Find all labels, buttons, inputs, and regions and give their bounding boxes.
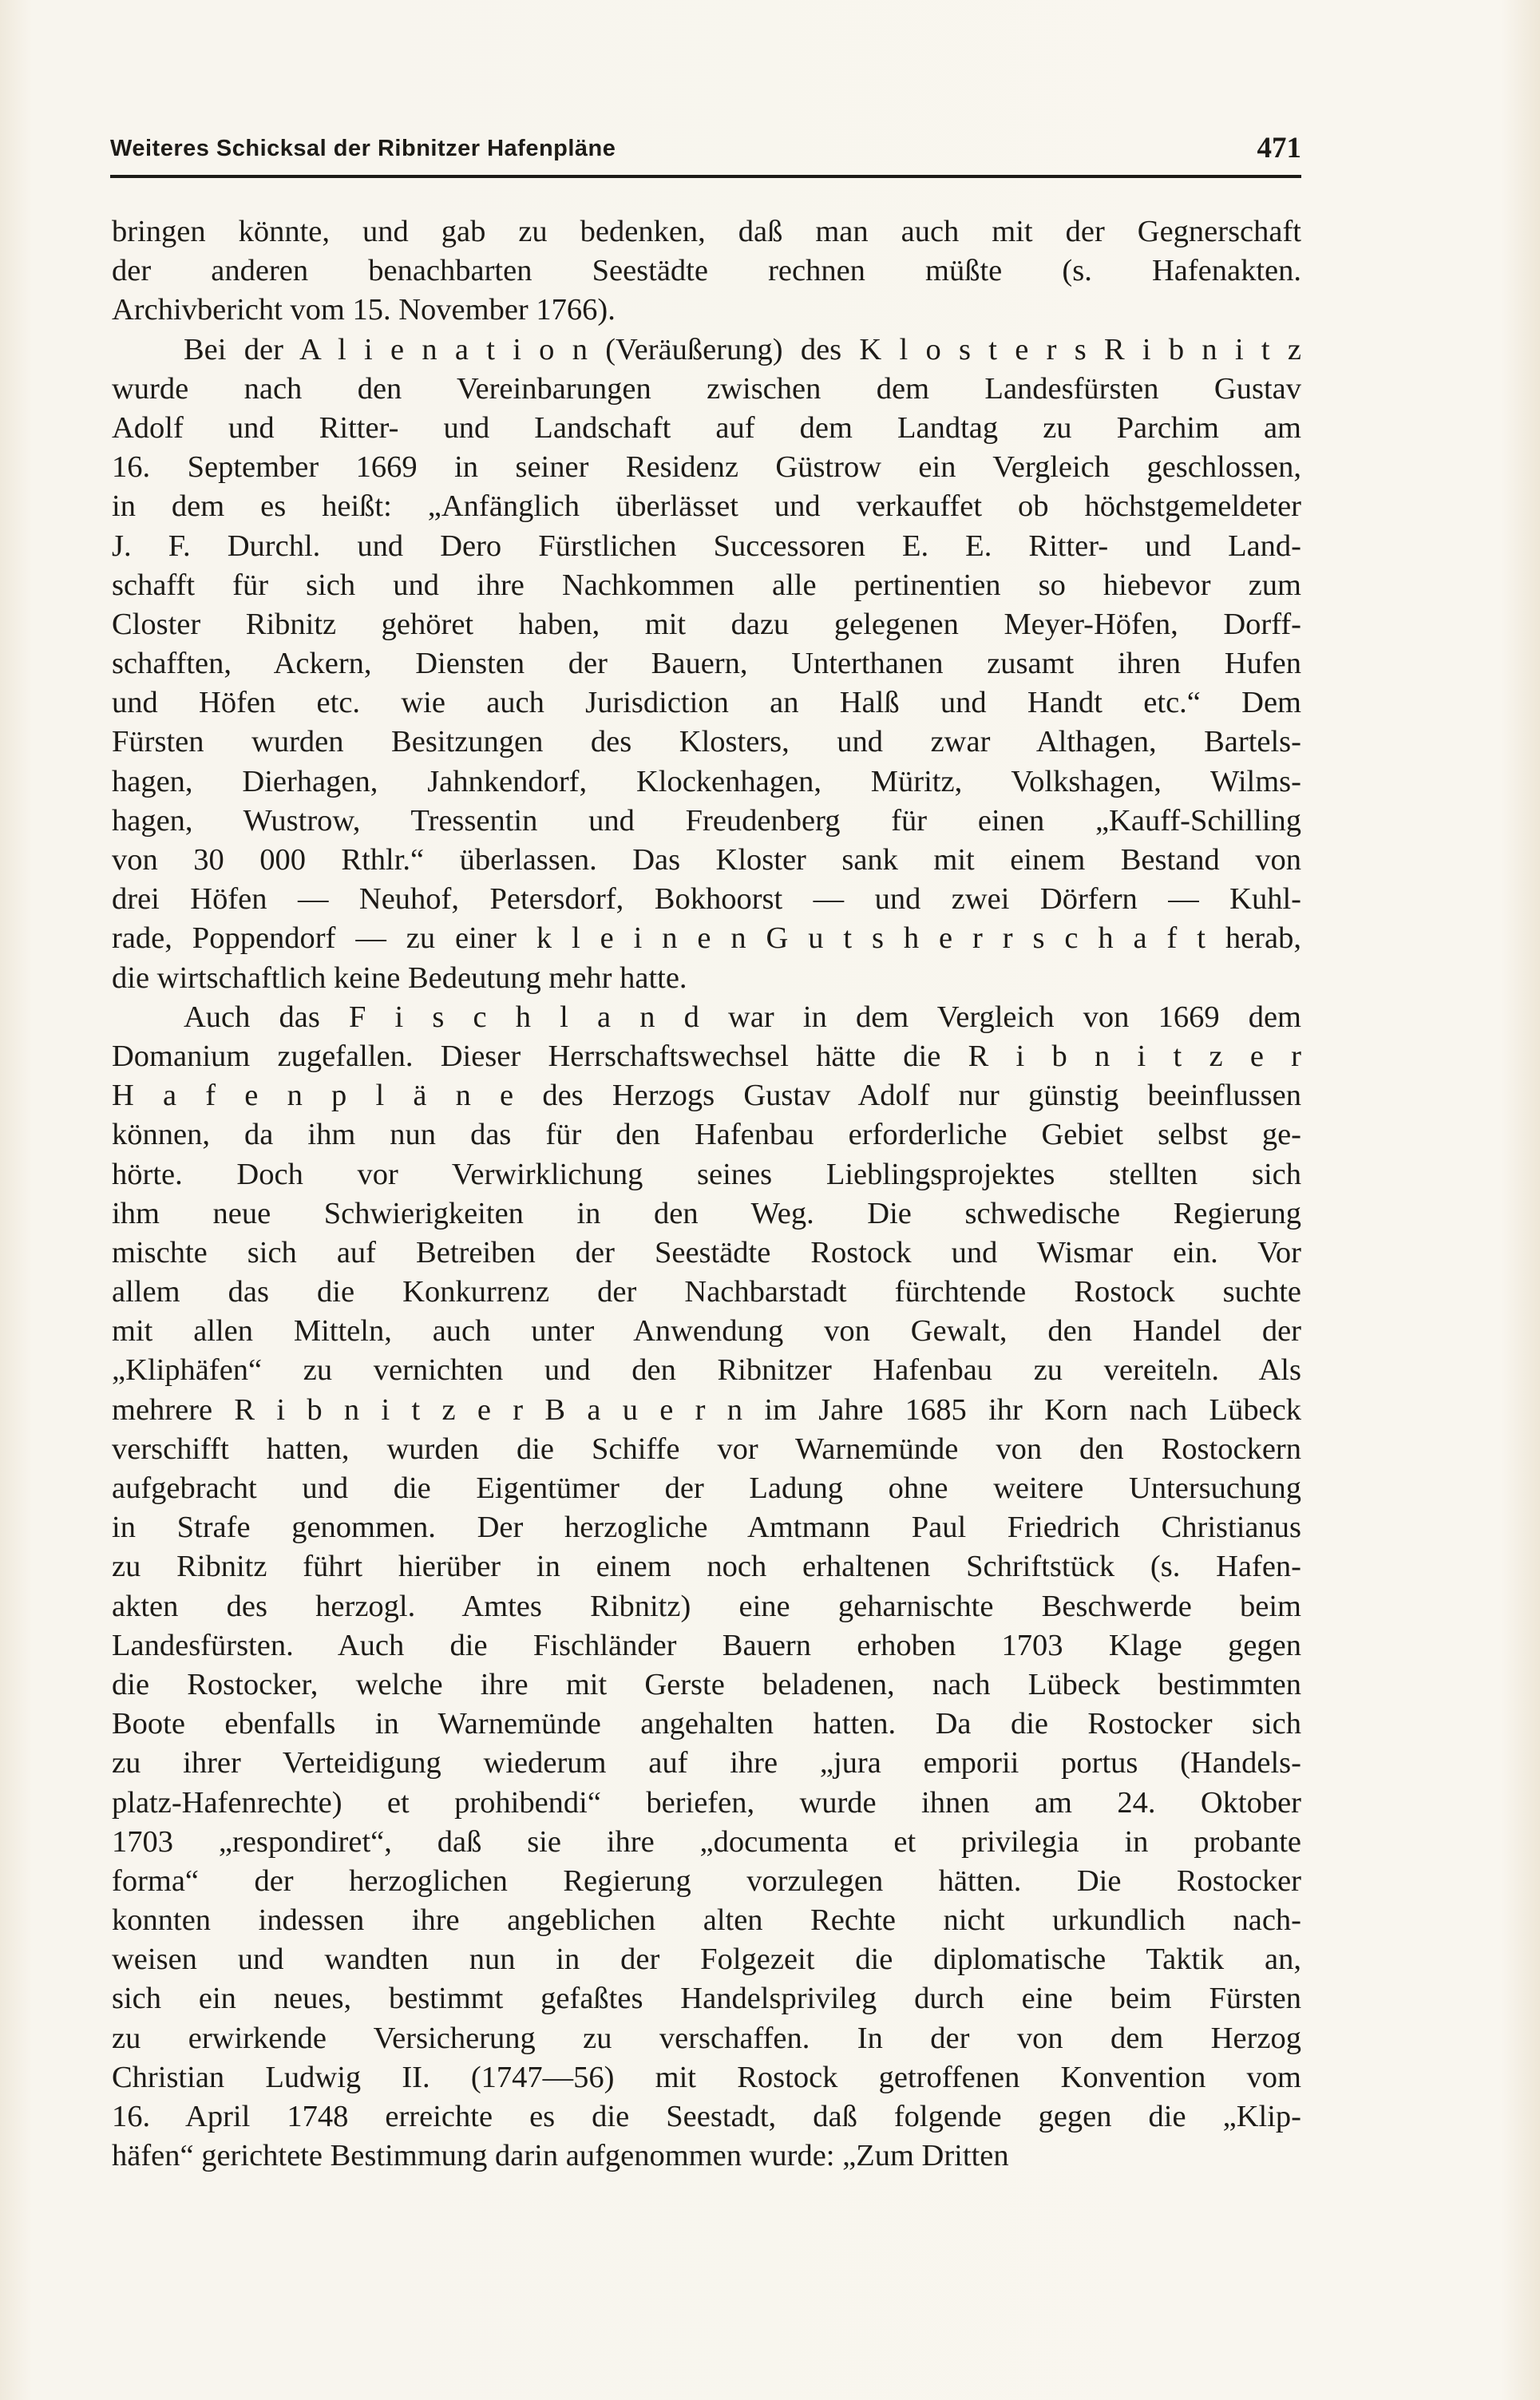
text-line: häfen“ gerichtete Bestimmung darin aufgenommen wurde: „Zum Dritten: [112, 2139, 1009, 2173]
text-line: mehrere R i b n i t z e r B a u e r n im Jahre 1685 ihr Korn nach Lübeck: [112, 1392, 1301, 1427]
text-line: schafften, Ackern, Diensten der Bauern, Unterthanen zusamt ihren Hufen: [112, 647, 1301, 681]
text-line: Landesfürsten. Auch die Fischländer Bauern erhoben 1703 Klage gegen: [112, 1628, 1301, 1662]
text-line: Domanium zugefallen. Dieser Herrschaftswechsel hätte die R i b n i t z e r: [112, 1039, 1301, 1073]
text-line: Boote ebenfalls in Warnemünde angehalten hatten. Da die Rostocker sich: [112, 1707, 1301, 1741]
text-line: mit allen Mitteln, auch unter Anwendung von Gewalt, den Handel der: [112, 1314, 1301, 1349]
text-line: zu erwirkende Versicherung zu verschaffen. In der von dem Herzog: [112, 2021, 1301, 2055]
paragraph: [112, 998, 1301, 2176]
header-rule: [110, 175, 1301, 178]
text-line: 16. April 1748 erreichte es die Seestadt, daß folgende gegen die „Klip-: [112, 2100, 1301, 2133]
text-line: Auch das F i s c h l a n d war in dem Vergleich von 1669 dem: [184, 1000, 1301, 1034]
text-line: und Höfen etc. wie auch Jurisdiction an Halß und Handt etc.“ Dem: [112, 686, 1301, 720]
text-line: schafft für sich und ihre Nachkommen alle pertinentien so hiebevor zum: [112, 568, 1301, 602]
text-line: drei Höfen — Neuhof, Petersdorf, Bokhoorst — und zwei Dörfern — Kuhl-: [112, 882, 1301, 917]
text-line: in Strafe genommen. Der herzogliche Amtmann Paul Friedrich Christianus: [112, 1511, 1301, 1545]
text-line: konnten indessen ihre angeblichen alten Rechte nicht urkundlich nach-: [112, 1903, 1301, 1938]
text-line: verschifft hatten, wurden die Schiffe vor Warnemünde von den Rostockern: [112, 1432, 1301, 1466]
text-line: zu Ribnitz führt hierüber in einem noch erhaltenen Schriftstück (s. Hafen-: [112, 1550, 1301, 1584]
text-line: Fürsten wurden Besitzungen des Klosters, und zwar Althagen, Bartels-: [112, 725, 1301, 759]
text-line: zu ihrer Verteidigung wiederum auf ihre „jura emporii portus (Handels-: [112, 1746, 1301, 1780]
text-line: forma“ der herzoglichen Regierung vorzulegen hätten. Die Rostocker: [112, 1863, 1301, 1898]
text-line: die Rostocker, welche ihre mit Gerste beladenen, nach Lübeck bestimmten: [112, 1667, 1301, 1701]
text-line: ihm neue Schwierigkeiten in den Weg. Die schwedische Regierung: [112, 1196, 1301, 1230]
text-line: Adolf und Ritter- und Landschaft auf dem Landtag zu Parchim am: [112, 410, 1301, 445]
text-line: aufgebracht und die Eigentümer der Ladung ohne weitere Untersuchung: [112, 1471, 1301, 1505]
paragraph: [112, 331, 1301, 998]
text-line: Bei der A l i e n a t i o n (Veräußerung) des K l o s t e r s R i b n i t z: [184, 332, 1301, 366]
paragraph: [112, 212, 1301, 331]
body-text: [112, 212, 1301, 2176]
text-line: weisen und wandten nun in der Folgezeit die diplomatische Taktik an,: [112, 1943, 1301, 1977]
text-line: Christian Ludwig II. (1747—56) mit Rostock getroffenen Konvention vom: [112, 2060, 1301, 2094]
text-line: in dem es heißt: „Anfänglich überlässet und verkauffet ob höchstgemeldeter: [112, 489, 1301, 524]
text-line: der anderen benachbarten Seestädte rechnen müßte (s. Hafenakten.: [112, 254, 1301, 288]
page-header: [110, 134, 1301, 176]
text-line: wurde nach den Vereinbarungen zwischen dem Landesfürsten Gustav: [112, 371, 1301, 406]
text-line: sich ein neues, bestimmt gefaßtes Handelsprivileg durch eine beim Fürsten: [112, 1982, 1301, 2016]
text-line: hagen, Dierhagen, Jahnkendorf, Klockenhagen, Müritz, Volkshagen, Wilms-: [112, 764, 1301, 798]
text-line: rade, Poppendorf — zu einer k l e i n e n G u t s h e r r s c h a f t herab,: [112, 921, 1301, 956]
text-line: 1703 „respondiret“, daß sie ihre „documenta et privilegia in probante: [112, 1824, 1301, 1859]
text-line: 16. September 1669 in seiner Residenz Güstrow ein Vergleich geschlossen,: [112, 450, 1301, 485]
text-line: mischte sich auf Betreiben der Seestädte Rostock und Wismar ein. Vor: [112, 1235, 1301, 1269]
page-number: 471: [1257, 132, 1301, 164]
text-line: hörte. Doch vor Verwirklichung seines Lieblingsprojektes stellten sich: [112, 1157, 1301, 1191]
text-line: platz-Hafenrechte) et prohibendi“ beriefen, wurde ihnen am 24. Oktober: [112, 1785, 1301, 1820]
text-line: bringen könnte, und gab zu bedenken, daß man auch mit der Gegnerschaft: [112, 215, 1301, 248]
text-line: allem das die Konkurrenz der Nachbarstadt fürchtende Rostock suchte: [112, 1275, 1301, 1309]
text-line: von 30 000 Rthlr.“ überlassen. Das Kloster sank mit einem Bestand von: [112, 843, 1301, 877]
text-line: J. F. Durchl. und Dero Fürstlichen Successoren E. E. Ritter- und Land-: [112, 529, 1301, 563]
text-line: Closter Ribnitz gehöret haben, mit dazu gelegenen Meyer-Höfen, Dorff-: [112, 607, 1301, 641]
running-title: Weiteres Schicksal der Ribnitzer Hafenpläne: [110, 136, 616, 161]
text-line: Archivbericht vom 15. November 1766).: [112, 293, 616, 327]
text-line: akten des herzogl. Amtes Ribnitz) eine geharnischte Beschwerde beim: [112, 1589, 1301, 1623]
text-line: hagen, Wustrow, Tressentin und Freudenberg für einen „Kauff-Schilling: [112, 803, 1301, 838]
text-line: H a f e n p l ä n e des Herzogs Gustav Adolf nur günstig beeinflussen: [112, 1079, 1301, 1113]
text-line: „Kliphäfen“ zu vernichten und den Ribnitzer Hafenbau zu vereiteln. Als: [112, 1353, 1301, 1388]
text-line: die wirtschaftlich keine Bedeutung mehr hatte.: [112, 960, 687, 995]
text-line: können, da ihm nun das für den Hafenbau erforderliche Gebiet selbst ge-: [112, 1118, 1301, 1152]
